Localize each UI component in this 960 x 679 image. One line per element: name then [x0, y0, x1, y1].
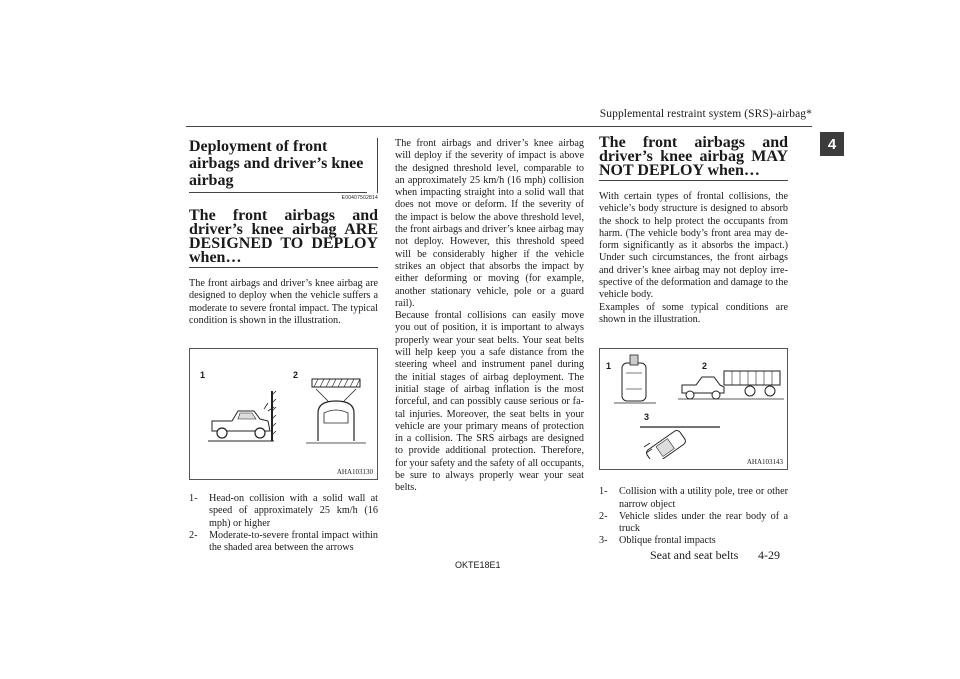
callout-3: 3 — [644, 412, 650, 423]
threshold-paragraph: The front airbags and driver’s knee airbag will deploy if the severity of impact is above the designed threshold level, comparable to an approximately 25 km/h (16 mph) collision when impacting straight into a solid wall that does not move or deform. If the severity of the impact is below the above threshold level, the front airbags and driver’s knee airbag may not deploy. However, this threshold speed will be considerably higher if the vehicle strikes an object that absorbs the impact by either deforming or moving (for example, another stationary vehicle, pole or a guard rail). — [395, 138, 584, 309]
page-number: 4-29 — [758, 548, 780, 562]
list-number: 2- — [189, 530, 198, 542]
column-2 — [395, 138, 584, 495]
head-on-wall-collision-drawing — [190, 349, 378, 459]
deploy-illustration — [189, 348, 378, 480]
callout-2: 2 — [702, 361, 708, 372]
no-deploy-scenarios-drawing — [600, 349, 788, 459]
column-3 — [599, 136, 788, 548]
callout-2: 2 — [293, 370, 299, 381]
no-deploy-conditions-list — [599, 486, 788, 547]
deploy-conditions-list — [189, 493, 378, 554]
list-number: 1- — [599, 486, 608, 498]
list-item — [189, 530, 378, 555]
callout-1: 1 — [606, 361, 612, 372]
section-heading: Deployment of front airbags and driver’s knee airbag — [189, 138, 367, 193]
section-code: E00407502814 — [341, 195, 378, 201]
document-code: OKTE18E1 — [455, 560, 501, 570]
chapter-tab[interactable]: 4 — [820, 132, 844, 156]
intro-paragraph: The front airbags and driver’s knee airbag are designed to deploy when the vehicle suffers a moderate to severe frontal impact. The typical condition is shown in the illustration. — [189, 278, 378, 326]
subheading-designed-to-deploy: The front airbags and driver’s knee airbag ARE DESIGNED TO DEPLOY when… — [189, 207, 378, 266]
subheading-may-not-deploy: The front airbags and driver’s knee airbag MAY NOT DEPLOY when… — [599, 134, 788, 179]
list-number: 3- — [599, 535, 608, 547]
figure-label: AHA103130 — [336, 468, 373, 477]
section-heading-box — [189, 138, 378, 193]
no-deploy-illustration — [599, 348, 788, 470]
running-header: Supplemental restraint system (SRS)-airbag* — [599, 108, 812, 120]
list-text: Collision with a utility pole, tree or other narrow object — [619, 486, 788, 510]
list-item — [189, 493, 378, 530]
list-text: Moderate-to-severe frontal impact within the shaded area between the arrows — [209, 530, 378, 554]
header-rule — [186, 126, 812, 127]
list-item — [599, 511, 788, 536]
figure-label: AHA103143 — [746, 458, 783, 467]
callout-1: 1 — [200, 370, 206, 381]
seatbelt-paragraph: Because frontal collisions can easily move you out of position, it is important to always properly wear your seat belts. Your seat belts will help keep you a safe distance from the steering wheel and instrument panel during the initial stages of airbag deployment. The initial stage of airbag inflation is the most forceful, and can possibly cause serious or fatal injuries. Moreover, the seat belts in your vehicle are your primary means of protection in a collision. The SRS airbags are designed to provide additional protection. Therefore, for your safety and the safety of all occupants, be sure to always properly wear your seat belts. — [395, 310, 584, 494]
body-structure-paragraph: With certain types of frontal collisions, the vehicle’s body structure is designed to absorb the shock to help protect the occupants from harm. (The vehicle body’s front area may deform significantly as it absorbs the impact.) Under such circumstances, the front airbags and driver’s knee airbag may not deploy irrespective of the deformation and damage to the vehicle body. — [599, 191, 788, 301]
list-text: Head-on collision with a solid wall at speed of approximately 25 km/h (16 mph) or higher — [209, 493, 378, 529]
list-number: 2- — [599, 510, 608, 522]
list-text: Vehicle slides under the rear body of a truck — [619, 510, 788, 535]
footer-section-title: Seat and seat belts — [650, 548, 739, 562]
list-number: 1- — [189, 493, 198, 505]
list-item — [599, 486, 788, 511]
list-item — [599, 535, 788, 547]
list-text: Oblique frontal impacts — [619, 535, 716, 547]
column-1 — [189, 138, 378, 555]
examples-paragraph: Examples of some typical conditions are shown in the illustration. — [599, 301, 788, 325]
